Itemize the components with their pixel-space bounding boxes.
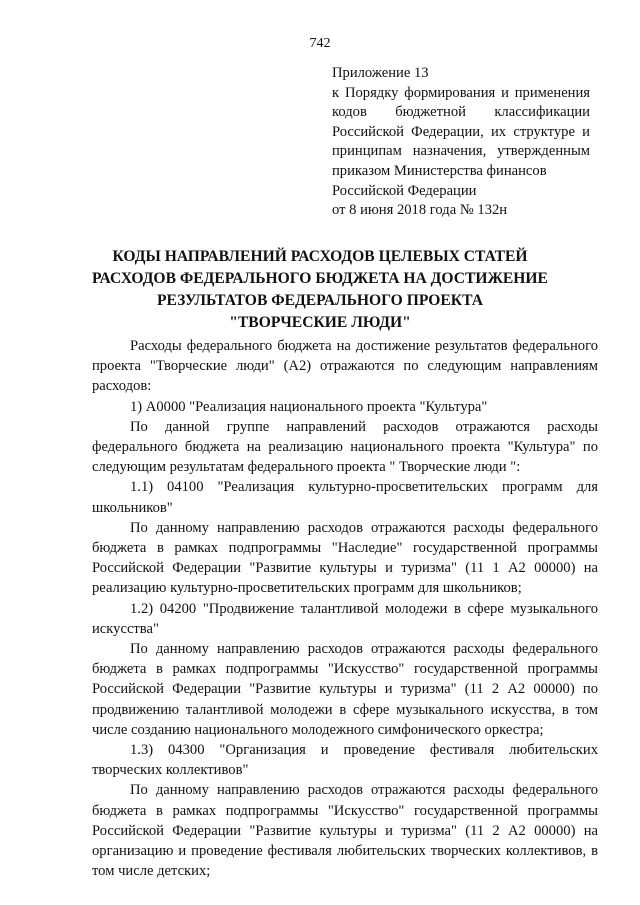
annex-line: от 8 июня 2018 года № 132н [332, 202, 508, 219]
body-paragraph: По данному направлению расходов отражаются расходы федерального бюджета в рамках подпрограммы "Искусство" государственной программы Российской Федерации "Развитие культуры и туризма" (11 2 А2 00000) по продвижению талантливой молодежи в сфере музыкального искусства, в том числе созданию национального молодежного симфонического оркестра; [92, 641, 598, 738]
section-heading: 1) А0000 "Реализация национального проекта "Культура" [130, 398, 488, 415]
annex-line: принципам назначения, утвержденным [332, 143, 590, 160]
annex-line: Российской Федерации [332, 182, 477, 199]
annex-line: к Порядку формирования и применения [332, 84, 590, 101]
body-paragraph: По данному направлению расходов отражаются расходы федерального бюджета в рамках подпрограммы "Наследие" государственной программы Российской Федерации "Развитие культуры и туризма" (11 1 А2 00000) на реализацию культурно-просветительских программ для школьников; [92, 519, 598, 597]
item-heading: 1.1) 04100 "Реализация культурно-просветительских программ для школьников" [92, 479, 598, 516]
annex-line: Приложение 13 [332, 65, 429, 81]
title-line: РАСХОДОВ ФЕДЕРАЛЬНОГО БЮДЖЕТА НА ДОСТИЖЕНИЕ [92, 270, 548, 287]
document-title [0, 246, 640, 334]
body-paragraph: По данной группе направлений расходов отражаются расходы федерального бюджета на реализацию национального проекта "Культура" по следующим результатам федерального проекта " Творческие люди ": [92, 418, 598, 476]
annex-block [332, 64, 590, 221]
annex-line: приказом Министерства финансов [332, 162, 547, 179]
document-body [92, 336, 598, 881]
annex-line: Российской Федерации, их структуре и [332, 123, 590, 140]
annex-line: кодов бюджетной классификации [332, 104, 590, 121]
title-line: "ТВОРЧЕСКИЕ ЛЮДИ" [229, 314, 411, 331]
intro-paragraph: Расходы федерального бюджета на достижение результатов федерального проекта "Творческие люди" (А2) отражаются по следующим направлениям расходов: [92, 338, 598, 395]
item-heading: 1.3) 04300 "Организация и проведение фестиваля любительских творческих коллективов" [92, 742, 598, 779]
page-number: 742 [309, 36, 331, 51]
item-heading: 1.2) 04200 "Продвижение талантливой молодежи в сфере музыкального искусства" [92, 600, 598, 637]
body-paragraph: По данному направлению расходов отражаются расходы федерального бюджета в рамках подпрограммы "Искусство" государственной программы Российской Федерации "Развитие культуры и туризма" (11 2 А2 00000) на организацию и проведение фестиваля любительских творческих коллективов, в том числе детских; [92, 782, 598, 880]
title-line: РЕЗУЛЬТАТОВ ФЕДЕРАЛЬНОГО ПРОЕКТА [157, 292, 483, 309]
title-line: КОДЫ НАПРАВЛЕНИЙ РАСХОДОВ ЦЕЛЕВЫХ СТАТЕЙ [112, 248, 528, 265]
